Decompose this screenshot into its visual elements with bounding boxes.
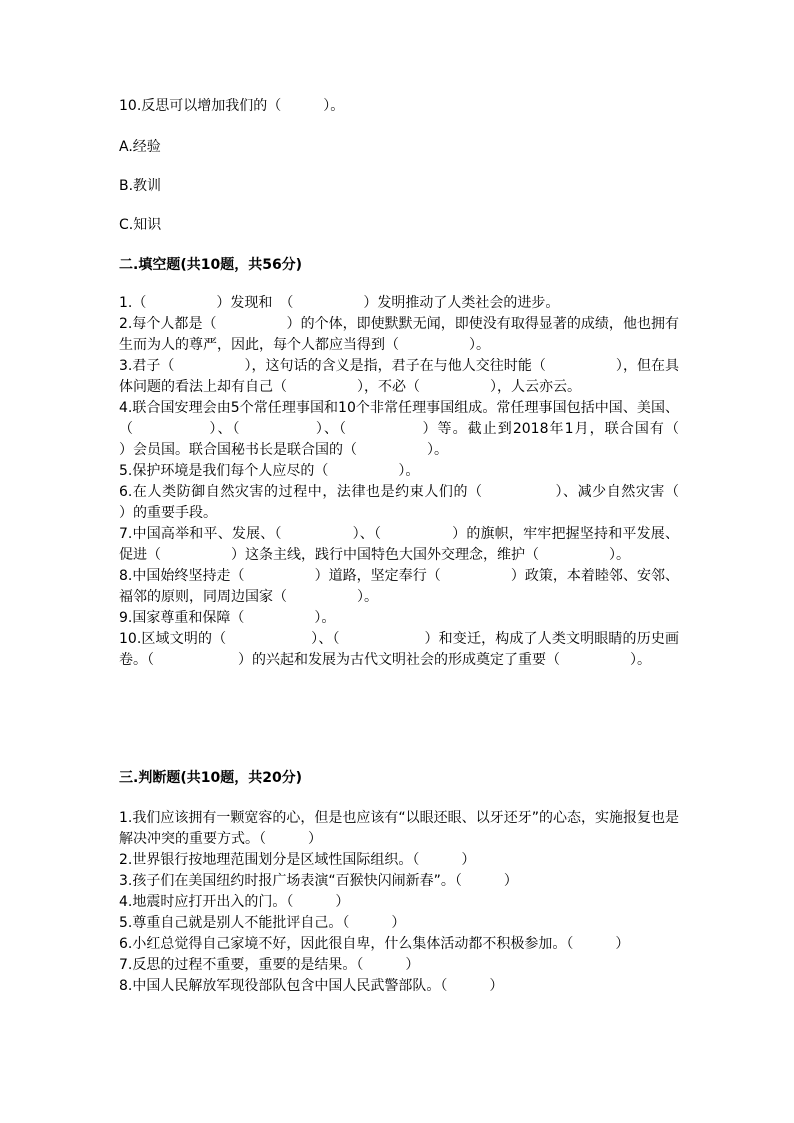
judge-question-8: 8.中国人民解放军现役部队包含中国人民武警部队。（ ） [119,978,504,994]
mc-question-10: 10.反思可以增加我们的（ ）。 [119,98,345,114]
judge-question-3: 3.孩子们在美国纽约时报广场表演“百猴快闪闹新春”。（ ） [119,873,518,889]
fill-question-7: 7.中国高举和平、发展、（ ）、（ ）的旗帜，牢牢把握坚持和平发展、促进（ ）这条主线，践行中国特色大国外交理念，维护（ ）。 [119,526,679,563]
fill-question-3: 3.君子（ ），这句话的含义是指，君子在与他人交往时能（ ），但在具体问题的看法上却有自己（ ），不必（ ），人云亦云。 [119,358,679,395]
fill-question-8: 8.中国始终坚持走（ ）道路，坚定奉行（ ）政策，本着睦邻、安邻、福邻的原则，同周边国家（ ）。 [119,568,679,605]
fill-question-9: 9.国家尊重和保障（ ）。 [119,610,336,626]
fill-question-6: 6.在人类防御自然灾害的过程中，法律也是约束人们的（ ）、减少自然灾害（ ）的重要手段。 [119,484,749,521]
fill-section-heading: 二.填空题(共10题，共56分) [119,257,303,273]
fill-question-4: 4.联合国安理会由5个常任理事国和10个非常任理事国组成。常任理事国包括中国、美国、（ ）、（ ）、（ ）等。截止到2018年1月，联合国有（ ）会员国。联合国秘书长是联合国的（ ）。 [119,400,749,458]
judge-question-5: 5.尊重自己就是别人不能批评自己。（ ） [119,915,406,931]
judge-question-list [119,808,679,997]
judge-question-7: 7.反思的过程不重要，重要的是结果。（ ） [119,957,420,973]
fill-question-1: 1.（ ）发现和 （ ）发明推动了人类社会的进步。 [119,295,560,311]
option-a: A.经验 [119,139,161,155]
judge-question-1: 1.我们应该拥有一颗宽容的心，但是也应该有“以眼还眼、以牙还牙”的心态，实施报复也是解决冲突的重要方式。（ ） [119,810,679,847]
option-c: C.知识 [119,217,162,233]
fill-question-list [119,293,749,671]
judge-question-6: 6.小红总觉得自己家境不好，因此很自卑，什么集体活动都不积极参加。（ ） [119,936,630,952]
option-b: B.教训 [119,178,162,194]
judge-question-4: 4.地震时应打开出入的门。（ ） [119,894,350,910]
fill-question-5: 5.保护环境是我们每个人应尽的（ ）。 [119,463,420,479]
fill-question-10: 10.区域文明的（ ）、（ ）和变迁，构成了人类文明眼睛的历史画卷。（ ）的兴起和发展为古代文明社会的形成奠定了重要（ ）。 [119,631,679,668]
judge-question-2: 2.世界银行按地理范围划分是区域性国际组织。（ ） [119,852,476,868]
fill-question-2: 2.每个人都是（ ）的个体，即使默默无闻，即使没有取得显著的成绩，他也拥有生而为人的尊严，因此，每个人都应当得到（ ）。 [119,316,679,353]
judge-section-heading: 三.判断题(共10题，共20分) [119,770,303,786]
